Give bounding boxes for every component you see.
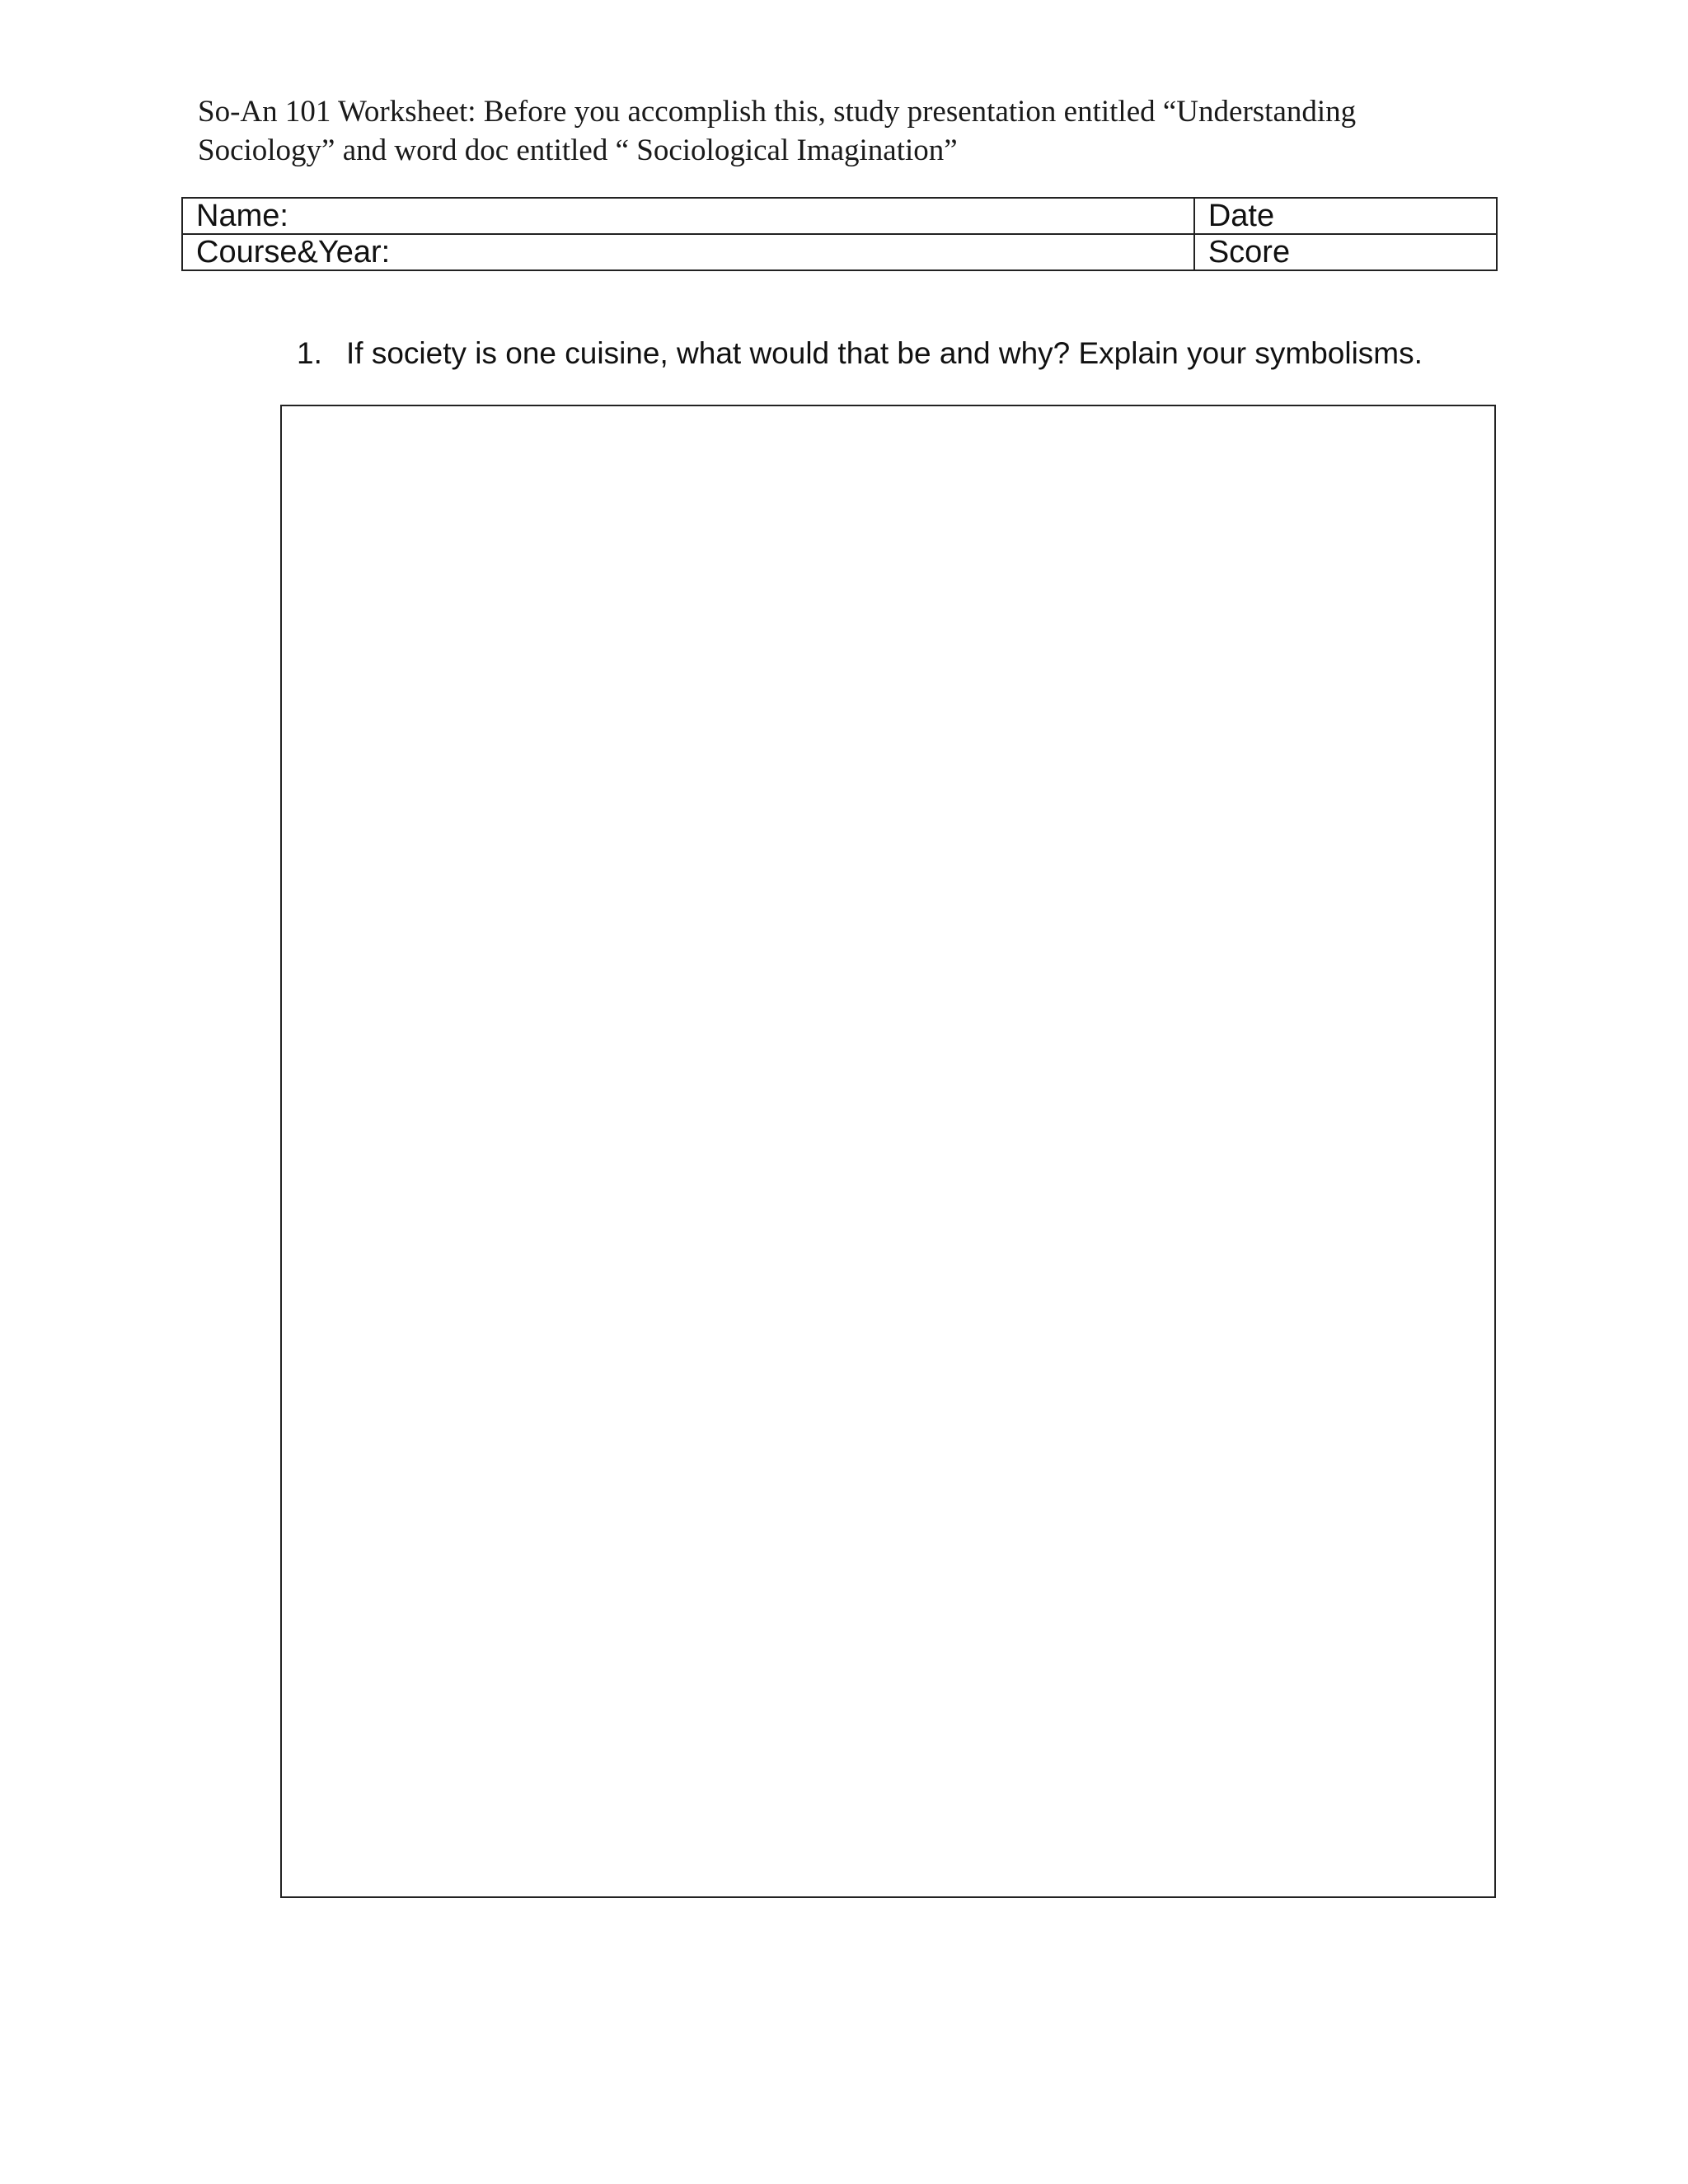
question-text: If society is one cuisine, what would that be and why? Explain your symbolisms. [346, 336, 1423, 370]
name-field[interactable]: Name: [182, 198, 1194, 234]
instructions-line-2: Sociology” and word doc entitled “ Sociological Imagination” [198, 134, 958, 167]
question-1 [297, 335, 1423, 372]
course-year-field[interactable]: Course&Year: [182, 234, 1194, 270]
score-field[interactable]: Score [1194, 234, 1497, 270]
date-field[interactable]: Date [1194, 198, 1497, 234]
answer-box[interactable] [280, 405, 1496, 1898]
table-row [182, 234, 1497, 270]
table-row [182, 198, 1497, 234]
worksheet-instructions [198, 92, 1418, 170]
student-info-table [181, 197, 1498, 271]
question-number: 1. [297, 336, 322, 370]
instructions-line-1: So-An 101 Worksheet: Before you accomplish this, study presentation entitled “Understanding [198, 95, 1357, 129]
